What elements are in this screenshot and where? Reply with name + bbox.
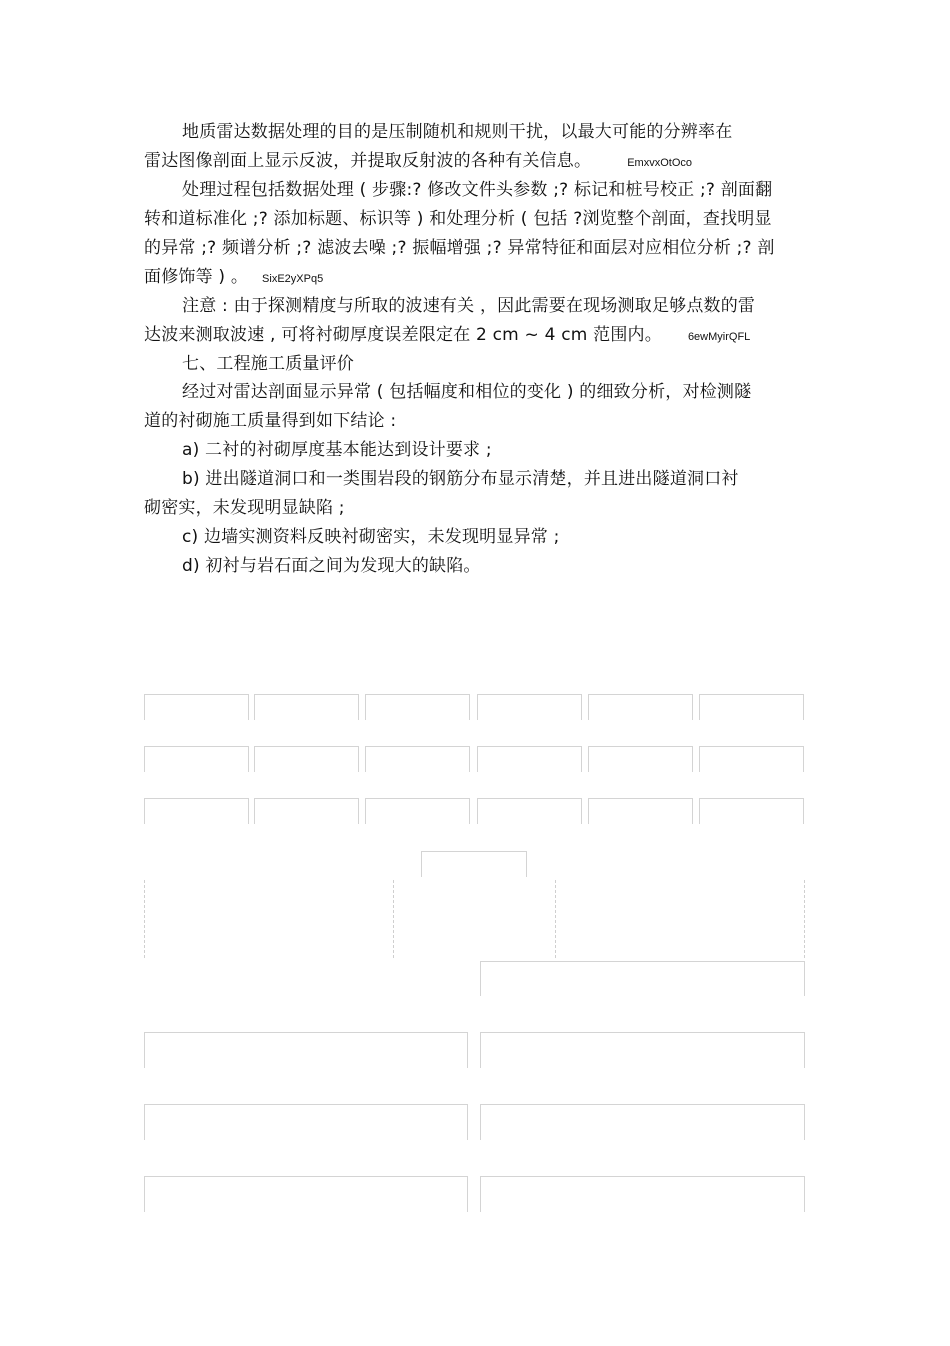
empty-cell [144, 1176, 468, 1212]
processing-purpose-line-2 [144, 151, 692, 173]
conclusion-a: a) 二衬的衬砌厚度基本能达到设计要求 ; [182, 440, 492, 460]
evaluation-line-2: 道的衬砌施工质量得到如下结论 : [144, 411, 397, 431]
processing-steps-line-1: 处理过程包括数据处理 ( 步骤:? 修改文件头参数 ;? 标记和桩号校正 ;? 剖面翻 [182, 180, 773, 200]
processing-steps-line-4 [144, 267, 323, 289]
processing-steps-text: 面修饰等 ) 。 [144, 267, 249, 287]
empty-cell [477, 746, 582, 772]
empty-cell [365, 694, 470, 720]
empty-cell [477, 694, 582, 720]
divider [393, 880, 394, 958]
divider [804, 880, 805, 958]
empty-cell [365, 798, 470, 824]
conclusion-c: c) 边墙实测资料反映衬砌密实，未发现明显异常 ; [182, 527, 560, 547]
empty-cell [144, 1104, 468, 1140]
evaluation-line-1: 经过对雷达剖面显示异常 ( 包括幅度和相位的变化 ) 的细致分析，对检测隧 [182, 382, 752, 402]
processing-purpose-line-1: 地质雷达数据处理的目的是压制随机和规则干扰，以最大可能的分辨率在 [182, 122, 733, 142]
empty-cell [254, 694, 359, 720]
empty-cell [480, 1176, 805, 1212]
empty-cell [699, 798, 804, 824]
empty-cell [588, 694, 693, 720]
empty-cell [365, 746, 470, 772]
empty-cell [699, 746, 804, 772]
empty-cell [144, 746, 249, 772]
empty-cell [480, 1104, 805, 1140]
note-line-1: 注意 : 由于探测精度与所取的波速有关 ，因此需要在现场测取足够点数的雷 [182, 296, 756, 316]
conclusion-d: d) 初衬与岩石面之间为发现大的缺陷。 [182, 556, 481, 576]
reference-code: SixE2yXPq5 [262, 273, 324, 285]
empty-cell [588, 798, 693, 824]
empty-cell [144, 1032, 468, 1068]
empty-cell [477, 798, 582, 824]
processing-steps-line-2: 转和道标准化 ;? 添加标题、标识等 ) 和处理分析 ( 包括 ?浏览整个剖面，查找明显 [144, 209, 772, 229]
conclusion-b-line-1: b) 进出隧道洞口和一类围岩段的钢筋分布显示清楚，并且进出隧道洞口衬 [182, 469, 739, 489]
empty-cell [254, 798, 359, 824]
processing-steps-line-3: 的异常 ;? 频谱分析 ;? 滤波去噪 ;? 振幅增强 ;? 异常特征和面层对应相位分析 ;? 剖 [144, 238, 775, 258]
empty-cell [699, 694, 804, 720]
empty-cell [480, 1032, 805, 1068]
empty-cell [254, 746, 359, 772]
processing-purpose-text: 雷达图像剖面上显示反波，并提取反射波的各种有关信息。 [144, 151, 592, 171]
empty-cell [588, 746, 693, 772]
note-line-2 [144, 325, 750, 347]
empty-diagram-box [480, 961, 805, 996]
empty-diagram-box [421, 851, 527, 877]
divider [144, 880, 145, 958]
conclusion-b-line-2: 砌密实，未发现明显缺陷 ; [144, 498, 345, 518]
empty-cell [144, 694, 249, 720]
note-text: 达波来测取波速 , 可将衬砌厚度误差限定在 2 cm ~ 4 cm 范围内。 [144, 325, 662, 345]
reference-code: 6ewMyirQFL [687, 331, 751, 343]
divider [555, 880, 556, 958]
reference-code: EmxvxOtOco [627, 157, 692, 169]
section-heading: 七、工程施工质量评价 [182, 354, 354, 374]
empty-cell [144, 798, 249, 824]
